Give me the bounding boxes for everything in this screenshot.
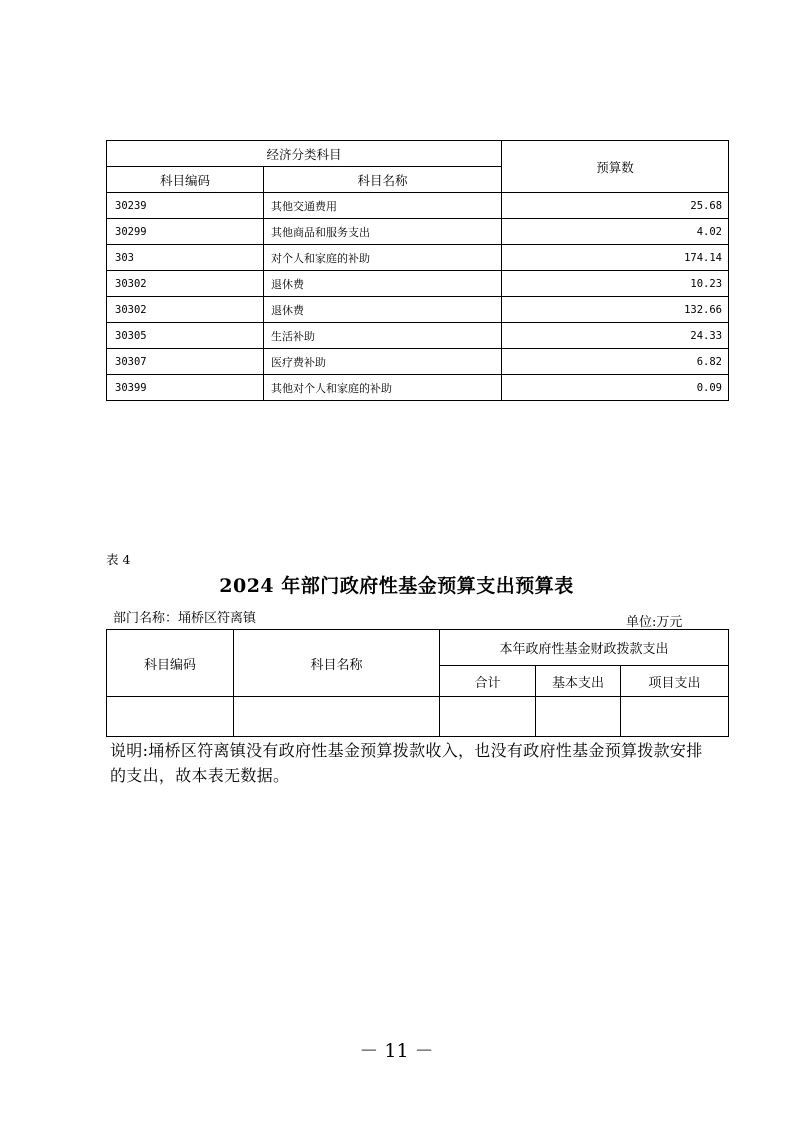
empty-cell: [621, 697, 729, 737]
row-name: 生活补助: [264, 323, 502, 349]
row-amount: 10.23: [502, 271, 729, 297]
header-economic-category: 经济分类科目: [107, 141, 502, 167]
header-subject-name: 科目名称: [234, 630, 440, 697]
row-amount: 174.14: [502, 245, 729, 271]
empty-cell: [440, 697, 536, 737]
table-row: [107, 349, 729, 375]
header-subject-code: 科目编码: [107, 167, 264, 193]
table-row: [107, 375, 729, 401]
row-code: 30302: [107, 271, 264, 297]
header-subject-code: 科目编码: [107, 630, 234, 697]
row-name: 其他交通费用: [264, 193, 502, 219]
budget-table-economic: [106, 140, 729, 401]
empty-cell: [536, 697, 621, 737]
row-name: 医疗费补助: [264, 349, 502, 375]
row-name: 其他对个人和家庭的补助: [264, 375, 502, 401]
row-name: 退休费: [264, 297, 502, 323]
row-amount: 6.82: [502, 349, 729, 375]
table-row: [107, 297, 729, 323]
header-basic-expense: 基本支出: [536, 666, 621, 697]
header-total: 合计: [440, 666, 536, 697]
explanation-note: 说明:埇桥区符离镇没有政府性基金预算拨款收入，也没有政府性基金预算拨款安排的支出，故本表无数据。: [110, 741, 703, 785]
row-name: 对个人和家庭的补助: [264, 245, 502, 271]
row-code: 30305: [107, 323, 264, 349]
table-row: [107, 271, 729, 297]
row-code: 303: [107, 245, 264, 271]
table-number: 表 4: [106, 552, 131, 567]
table-row: [107, 219, 729, 245]
header-budget-amount: 预算数: [502, 141, 729, 193]
header-fund-expense: 本年政府性基金财政拨款支出: [440, 630, 729, 666]
row-code: 30307: [107, 349, 264, 375]
page-number: － 11 －: [359, 1040, 434, 1062]
row-code: 30302: [107, 297, 264, 323]
row-code: 30239: [107, 193, 264, 219]
empty-cell: [234, 697, 440, 737]
row-name: 退休费: [264, 271, 502, 297]
table-row: [107, 697, 729, 737]
header-subject-name: 科目名称: [264, 167, 502, 193]
table-row: [107, 323, 729, 349]
table-row: [107, 193, 729, 219]
table-row: [107, 245, 729, 271]
row-amount: 25.68: [502, 193, 729, 219]
row-amount: 24.33: [502, 323, 729, 349]
empty-cell: [107, 697, 234, 737]
department-name: 部门名称：埇桥区符离镇: [113, 611, 257, 626]
unit-label: 单位:万元: [626, 615, 683, 630]
row-amount: 4.02: [502, 219, 729, 245]
page-title: 2024 年部门政府性基金预算支出预算表: [219, 575, 574, 597]
header-project-expense: 项目支出: [621, 666, 729, 697]
row-code: 30399: [107, 375, 264, 401]
row-amount: 132.66: [502, 297, 729, 323]
fund-budget-table: [106, 629, 729, 737]
row-amount: 0.09: [502, 375, 729, 401]
row-code: 30299: [107, 219, 264, 245]
row-name: 其他商品和服务支出: [264, 219, 502, 245]
